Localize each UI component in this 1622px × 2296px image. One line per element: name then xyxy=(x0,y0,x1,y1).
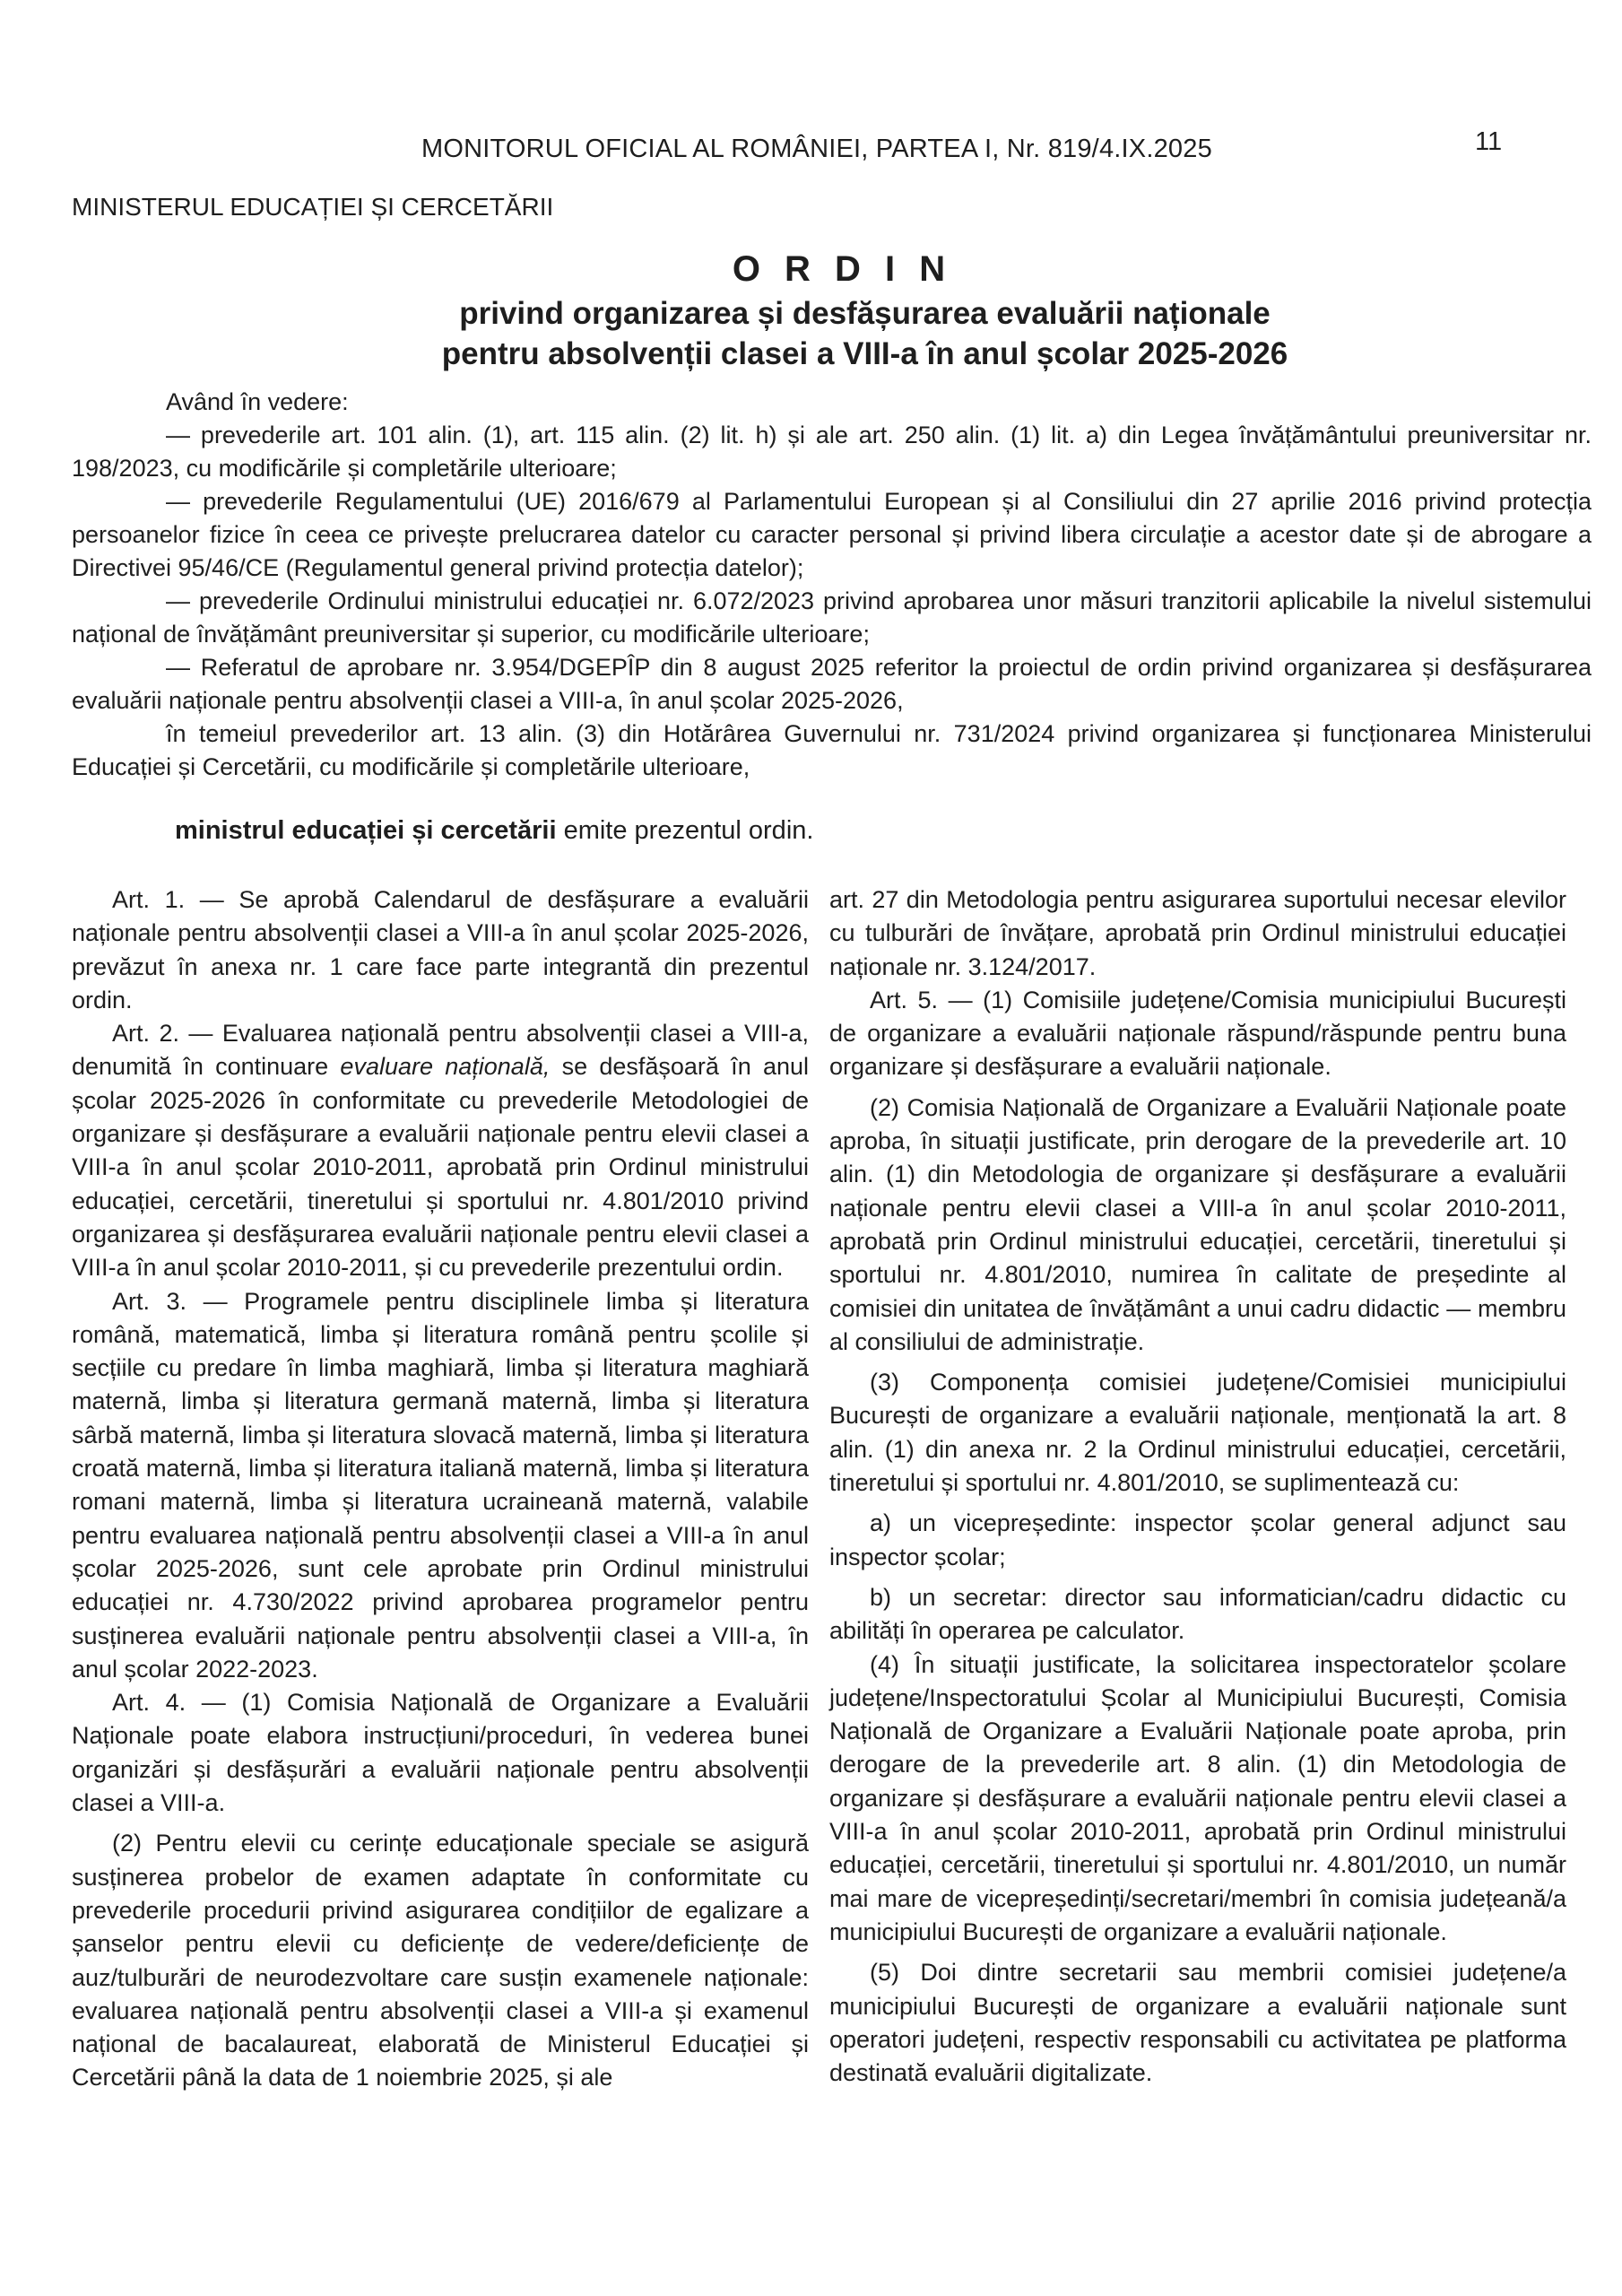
document-title: O R D I N xyxy=(732,249,953,289)
left-column xyxy=(72,883,809,2095)
article-4-paragraph-2-continued: art. 27 din Metodologia pentru asigurarea suportului necesar elevilor cu tulburări de învățare, aprobată prin Ordinul ministrului educației naționale nr. 3.124/2017. xyxy=(829,886,1566,980)
article-5-item-b: b) un secretar: director sau informatician/cadru didactic cu abilități în operarea pe calculator. xyxy=(829,1583,1566,1645)
preamble-item: — prevederile Ordinului ministrului educației nr. 6.072/2023 privind aprobarea unor măsuri tranzitorii aplicabile la nivelul sistemului național de învățământ preuniversitar și superior, cu modificările ulterioare; xyxy=(72,587,1592,648)
preamble xyxy=(72,386,1592,784)
document-subtitle-line1: privind organizarea și desfășurarea evaluării naționale xyxy=(459,296,1271,331)
article-5-item-a: a) un vicepreședinte: inspector școlar general adjunct sau inspector școlar; xyxy=(829,1509,1566,1570)
right-column xyxy=(829,883,1566,2090)
enacting-clause xyxy=(175,816,813,846)
article-5-paragraph-5: (5) Doi dintre secretarii sau membrii comisiei județene/a municipiului București de organizare a evaluării naționale sunt operatori județeni, respectiv responsabili cu activitatea pe platforma destinată evaluării digitalizate. xyxy=(829,1959,1566,2087)
article-4-paragraph-2: (2) Pentru elevii cu cerințe educaționale speciale se asigură susținerea probelor de examen adaptate în conformitate cu prevederile procedurii privind asigurarea condițiilor de egalizare a șanselor pentru elevii cu deficiențe de vedere/deficiențe de auz/tulburări de neurodezvoltare care susțin examenele naționale: evaluarea națională pentru absolvenții clasei a VIII-a și examenul național de bacalaureat, elaborată de Ministerul Educației și Cercetării până la data de 1 noiembrie 2025, și ale xyxy=(72,1830,809,2092)
article-5-paragraph-3: (3) Componența comisiei județene/Comisiei municipiului București de organizare a evaluării naționale, menționată la art. 8 alin. (1) din anexa nr. 2 la Ordinul ministrului educației, cercetării, tineretului și sportului nr. 4.801/2010, se suplimentează cu: xyxy=(829,1369,1566,1497)
issuing-ministry: MINISTERUL EDUCAȚIEI ȘI CERCETĂRII xyxy=(72,193,554,221)
preamble-item: — prevederile art. 101 alin. (1), art. 115 alin. (2) lit. h) și ale art. 250 alin. (1) lit. a) din Legea învățământului preuniversitar nr. 198/2023, cu modificările și completările ulterioare; xyxy=(72,422,1592,482)
page-number: 11 xyxy=(1475,127,1503,156)
defined-term: evaluare națională, xyxy=(340,1053,551,1081)
article-5-paragraph-2: (2) Comisia Națională de Organizare a Evaluării Naționale poate aproba, în situații justificate, prin derogare de la prevederile art. 10 alin. (1) din Metodologia de organizare și desfășurare a evaluării naționale pentru elevii clasei a VIII-a în anul școlar 2010-2011, aprobată prin Ordinul ministrului educației, cercetării, tineretului și sportului nr. 4.801/2010, numirea în calitate de președinte al comisiei din unitatea de învățământ a unui cadru didactic — membru al consiliului de administrație. xyxy=(829,1093,1566,1355)
article-5-paragraph-4: (4) În situații justificate, la solicitarea inspectoratelor școlare județene/Inspectoratului Școlar al Municipiului București, Comisia Națională de Organizare a Evaluării Naționale poate aproba, prin derogare de la prevederile art. 8 alin. (1) din Metodologia de organizare și desfășurare a evaluării naționale pentru elevii clasei a VIII-a în anul școlar 2010-2011, aprobată prin Ordinul ministrului educației, cercetării, tineretului și sportului nr. 4.801/2010, un număr mai mare de vicepreședinți/secretari/membri în comisia județeană/a municipiului București de organizare a evaluării naționale. xyxy=(829,1650,1566,1945)
preamble-legal-basis: în temeiul prevederilor art. 13 alin. (3) din Hotărârea Guvernului nr. 731/2024 privind organizarea și funcționarea Ministerului Educației și Cercetării, cu modificările și completările ulterioare, xyxy=(72,720,1592,780)
document-subtitle-line2: pentru absolvenții clasei a VIII-a în anul școlar 2025-2026 xyxy=(441,336,1288,371)
preamble-intro: Având în vedere: xyxy=(166,388,349,415)
gazette-header-title: MONITORUL OFICIAL AL ROMÂNIEI, PARTEA I, Nr. 819/4.IX.2025 xyxy=(421,135,1212,163)
article-3: Art. 3. — Programele pentru disciplinele limba și literatura română, matematică, limba și literatura română pentru școlile și secțiile cu predare în limba maghiară, limba și literatura maghiară maternă, limba și literatura germană maternă, limba și literatura sârbă maternă, limba și literatura slovacă maternă, limba și literatura croată maternă, limba și literatura italiană maternă, limba și literatura romani maternă, limba și literatura ucraineană maternă, valabile pentru evaluarea națională pentru absolvenții clasei a VIII-a în anul școlar 2025-2026, sunt cele aprobate prin Ordinul ministrului educației nr. 4.730/2022 privind aprobarea programelor pentru susținerea evaluării naționale pentru absolvenții clasei a VIII-a, în anul școlar 2022-2023. xyxy=(72,1287,809,1683)
article-5-paragraph-1: Art. 5. — (1) Comisiile județene/Comisia municipiului București de organizare a evaluării naționale răspund/răspunde pentru buna organizare și desfășurare a evaluării naționale. xyxy=(829,986,1566,1081)
preamble-item: — prevederile Regulamentului (UE) 2016/679 al Parlamentului European și al Consiliului din 27 aprilie 2016 privind protecția persoanelor fizice în ceea ce privește prelucrarea datelor cu caracter personal și privind libera circulație a acestor date și de abrogare a Directivei 95/46/CE (Regulamentul general privind protecția datelor); xyxy=(72,488,1592,581)
article-2: Art. 2. — Evaluarea națională pentru absolvenții clasei a VIII-a, denumită în continuare evaluare națională, se desfășoară în anul școlar 2025-2026 în conformitate cu prevederile Metodologiei de organizare și desfășurare a evaluării naționale pentru elevii clasei a VIII-a în anul școlar 2010-2011, aprobată prin Ordinul ministrului educației, cercetării, tineretului și sportului nr. 4.801/2010 privind organizarea și desfășurarea evaluării naționale pentru elevii clasei a VIII-a în anul școlar 2010-2011, și cu prevederile prezentului ordin. xyxy=(72,1020,809,1282)
article-4-paragraph-1: Art. 4. — (1) Comisia Națională de Organizare a Evaluării Naționale poate elabora instrucțiuni/proceduri, în vederea bunei organizări și desfășurări a evaluării naționale pentru absolvenții clasei a VIII-a. xyxy=(72,1689,809,1817)
article-1: Art. 1. — Se aprobă Calendarul de desfășurare a evaluării naționale pentru absolvenții clasei a VIII-a în anul școlar 2025-2026, prevăzut în anexa nr. 1 care face parte integrantă din prezentul ordin. xyxy=(72,886,809,1013)
enacting-authority: ministrul educației și cercetării xyxy=(175,816,557,845)
enacting-text: emite prezentul ordin. xyxy=(556,816,814,845)
preamble-item: — Referatul de aprobare nr. 3.954/DGEPÎP din 8 august 2025 referitor la proiectul de ordin privind organizarea și desfășurarea evaluării naționale pentru absolvenții clasei a VIII-a, în anul școlar 2025-2026, xyxy=(72,654,1592,714)
